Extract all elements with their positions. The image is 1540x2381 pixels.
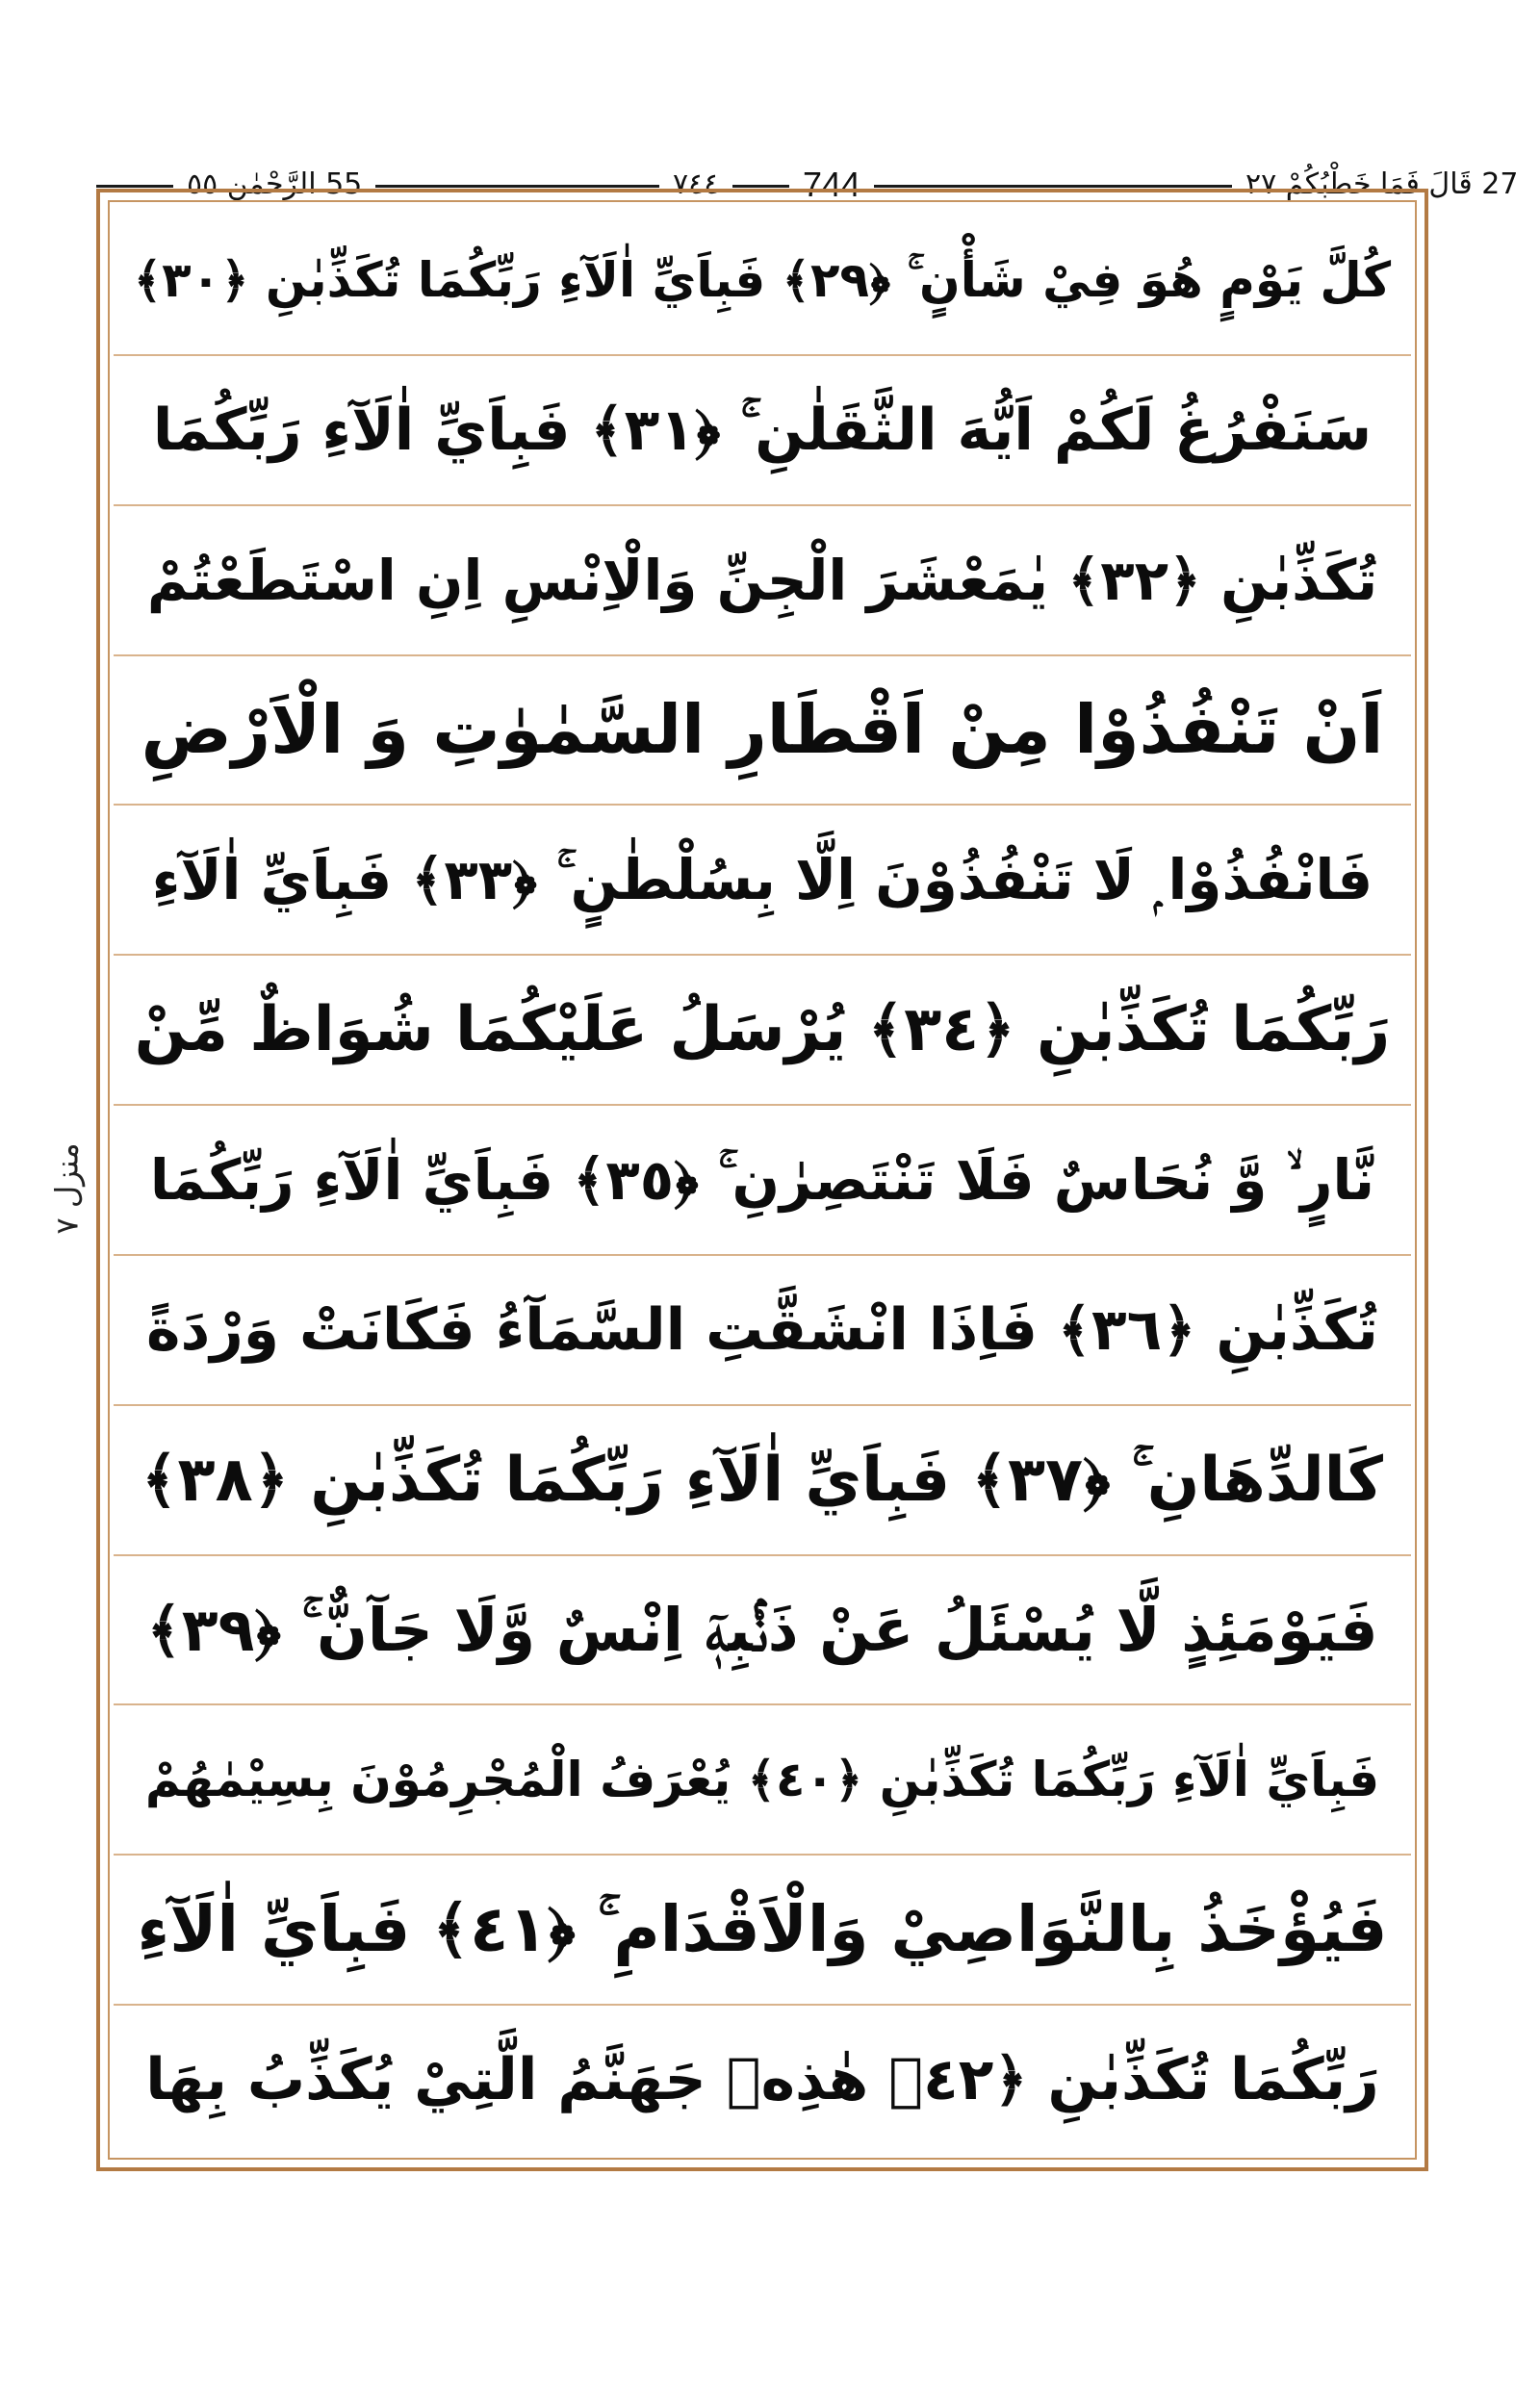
- line-text: اَنْ تَنْفُذُوْا مِنْ اَقْطَارِ السَّمٰوٰتِ وَ الْاَرْضِ: [141, 690, 1384, 770]
- text-line: [114, 1856, 1411, 2006]
- manzil-label-text: منزل ٧: [49, 1142, 86, 1235]
- line-text: رَبِّكُمَا تُكَذِّبٰنِ ﴿٣٤﴾ يُرْسَلُ عَلَيْكُمَا شُوَاظٌ مِّنْ: [134, 994, 1391, 1066]
- text-line: [114, 1406, 1411, 1556]
- text-line: [114, 656, 1411, 806]
- text-line: [114, 956, 1411, 1106]
- text-line: [114, 1556, 1411, 1706]
- surah-label: 55 الرَّحْمٰن ٥٥: [173, 164, 375, 206]
- text-line: [114, 1705, 1411, 1856]
- page-number-arabic: ٧٤٤: [659, 164, 732, 206]
- text-line: [114, 356, 1411, 506]
- text-line: [114, 1106, 1411, 1256]
- text-line: [114, 806, 1411, 956]
- text-line: [114, 206, 1411, 356]
- line-text: رَبِّكُمَا تُكَذِّبٰنِ ﴿٤٢﴾ هٰذِهٖ جَهَنَّمُ الَّتِيْ يُكَذِّبُ بِهَا: [145, 2046, 1379, 2114]
- line-text: فَيَوْمَئِذٍ لَّا يُسْئَلُ عَنْ ذَنْۢبِهٖٓ اِنْسٌ وَّلَا جَآنٌّ ۚ ﴿٣٩﴾: [146, 1594, 1378, 1665]
- line-text: تُكَذِّبٰنِ ﴿٣٦﴾ فَاِذَا انْشَقَّتِ السَّمَآءُ فَكَانَتْ وَرْدَةً: [146, 1295, 1378, 1364]
- line-text: نَّارٍ ۙ وَّ نُحَاسٌ فَلَا تَنْتَصِرٰنِ ۚ ﴿٣٥﴾ فَبِاَيِّ اٰلَآءِ رَبِّكُمَا: [149, 1146, 1375, 1213]
- text-line: [114, 2006, 1411, 2154]
- line-text: كَالدِّهَانِ ۚ ﴿٣٧﴾ فَبِاَيِّ اٰلَآءِ رَبِّكُمَا تُكَذِّبٰنِ ﴿٣٨﴾: [141, 1444, 1383, 1516]
- text-block: [114, 206, 1411, 2154]
- page-number: 744: [789, 164, 874, 206]
- text-line: [114, 506, 1411, 656]
- line-text: فَبِاَيِّ اٰلَآءِ رَبِّكُمَا تُكَذِّبٰنِ ﴿٤٠﴾ يُعْرَفُ الْمُجْرِمُوْنَ بِسِيْمٰهُمْ: [144, 1752, 1380, 1808]
- text-line: [114, 1256, 1411, 1406]
- line-text: سَنَفْرُغُ لَكُمْ اَيُّهَ الثَّقَلٰنِ ۚ ﴿٣١﴾ فَبِاَيِّ اٰلَآءِ رَبِّكُمَا: [152, 396, 1373, 464]
- manzil-label: [38, 1116, 96, 1261]
- juz-label: 27 قَالَ فَمَا خَطْبُكُمْ ٢٧: [1232, 164, 1531, 206]
- line-text: تُكَذِّبٰنِ ﴿٣٢﴾ يٰمَعْشَرَ الْجِنِّ وَالْاِنْسِ اِنِ اسْتَطَعْتُمْ: [146, 547, 1378, 613]
- line-text: فَيُؤْخَذُ بِالنَّوَاصِيْ وَالْاَقْدَامِ ۚ ﴿٤١﴾ فَبِاَيِّ اٰلَآءِ: [137, 1892, 1388, 1967]
- line-text: فَانْفُذُوْا ۭ لَا تَنْفُذُوْنَ اِلَّا بِسُلْطٰنٍ ۚ ﴿٣٣﴾ فَبِاَيِّ اٰلَآءِ: [151, 847, 1373, 913]
- line-text: كُلَّ يَوْمٍ هُوَ فِيْ شَأْنٍ ۚ ﴿٢٩﴾ فَبِاَيِّ اٰلَآءِ رَبِّكُمَا تُكَذِّبٰنِ ﴿٣٠﴾: [133, 251, 1392, 308]
